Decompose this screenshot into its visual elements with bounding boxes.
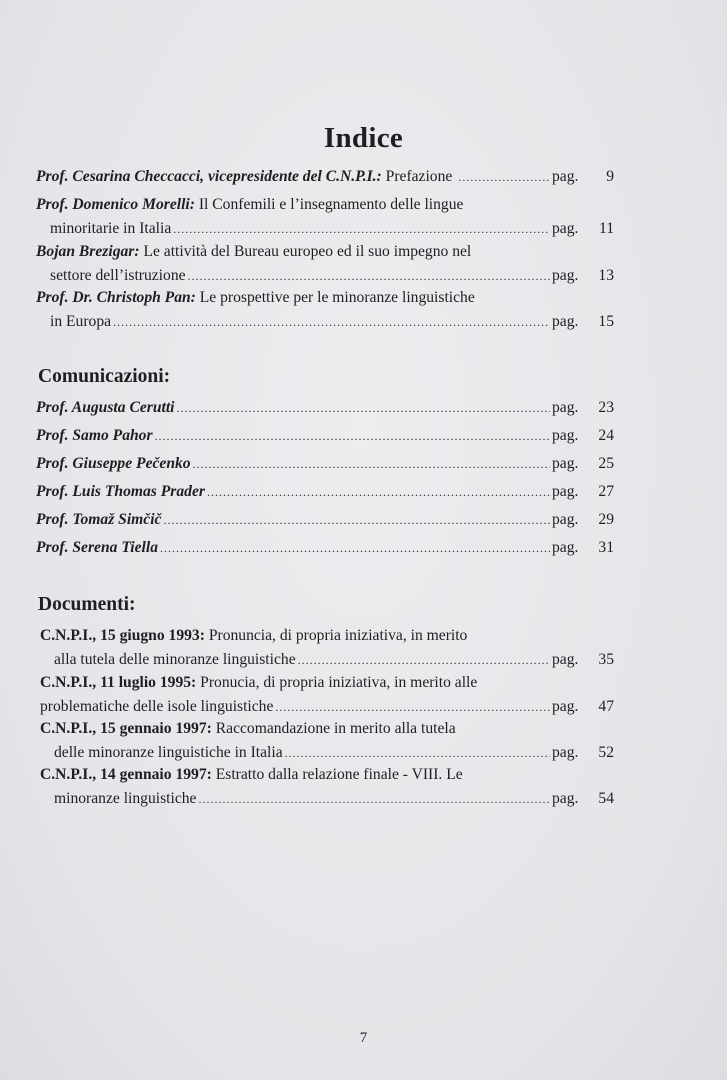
toc-title: Estratto dalla relazione finale - VIII. Le (215, 766, 463, 783)
toc-title-continued: delle minoranze linguistiche in Italia (54, 744, 283, 761)
toc-author: Prof. Giuseppe Pečenko (36, 455, 191, 472)
pag-label: pag. (552, 399, 579, 416)
dot-leader (155, 424, 550, 448)
pag-label: pag. (552, 313, 579, 330)
dot-leader (285, 741, 550, 765)
toc-author: Prof. Luis Thomas Prader (36, 483, 205, 500)
toc-author: Prof. Cesarina Checcacci, vicepresidente del C.N.P.I.: (36, 168, 382, 185)
toc-page-number: 29 (598, 511, 614, 528)
toc-entry-pecenko (36, 452, 614, 476)
dot-leader (193, 452, 550, 476)
toc-author: Prof. Dr. Christoph Pan: (36, 289, 196, 306)
toc-title-continued: minoritarie in Italia (50, 220, 172, 237)
toc-title: Il Confemili e l’insegnamento delle lingue (198, 196, 464, 213)
page-title: Indice (323, 122, 404, 154)
toc-author: Prof. Serena Tiella (36, 539, 158, 556)
toc-page-number: 54 (598, 790, 614, 807)
toc-author: C.N.P.I., 15 giugno 1993: (40, 627, 205, 644)
toc-page-number: 31 (598, 539, 614, 556)
toc-page-number: 27 (598, 483, 614, 500)
toc-title: Raccomandazione in merito alla tutela (215, 720, 456, 737)
toc-page-number: 11 (598, 220, 614, 237)
toc-page-number: 35 (598, 651, 614, 668)
toc-entry-brezigar (36, 240, 614, 288)
toc-page-number: 15 (598, 313, 614, 330)
toc-entry-doc-1997-gen14 (40, 763, 614, 811)
dot-leader (458, 165, 550, 189)
pag-label: pag. (552, 483, 579, 500)
pag-label: pag. (552, 267, 579, 284)
dot-leader (188, 264, 550, 288)
dot-leader (298, 648, 550, 672)
toc-title-continued: settore dell’istruzione (50, 267, 186, 284)
toc-entry-morelli (36, 193, 614, 241)
dot-leader (198, 787, 550, 811)
dot-leader (207, 480, 550, 504)
toc-author: Prof. Augusta Cerutti (36, 399, 175, 416)
toc-page-number: 9 (606, 168, 614, 185)
toc-entry-prader (36, 480, 614, 504)
toc-entry-tiella (36, 536, 614, 560)
toc-title: Le prospettive per le minoranze linguistiche (199, 289, 475, 306)
toc-author: Prof. Domenico Morelli: (36, 196, 195, 213)
toc-entry-cerutti (36, 396, 614, 420)
pag-label: pag. (552, 168, 579, 185)
section-heading-documenti: Documenti: (38, 594, 136, 615)
toc-author: C.N.P.I., 11 luglio 1995: (40, 674, 197, 691)
toc-page-number: 24 (598, 427, 614, 444)
toc-title-continued: alla tutela delle minoranze linguistiche (54, 651, 296, 668)
toc-author: Prof. Tomaž Simčič (36, 511, 162, 528)
toc-author: Bojan Brezigar: (36, 243, 140, 260)
toc-entry-simcic (36, 508, 614, 532)
pag-label: pag. (552, 427, 579, 444)
page-number: 7 (359, 1030, 368, 1046)
toc-title: Le attività del Bureau europeo ed il suo impegno nel (143, 243, 472, 260)
toc-title: Prefazione (385, 168, 453, 185)
toc-title-continued: minoranze linguistiche (54, 790, 197, 807)
dot-leader (160, 536, 550, 560)
pag-label: pag. (552, 539, 579, 556)
pag-label: pag. (552, 220, 579, 237)
toc-title: Pronucia, di propria iniziativa, in merito alle (200, 674, 478, 691)
dot-leader (177, 396, 550, 420)
toc-entry-pan (36, 286, 614, 334)
dot-leader (163, 508, 550, 532)
toc-page-number: 52 (598, 744, 614, 761)
dot-leader (113, 310, 550, 334)
toc-entry-doc-1997-gen15 (40, 717, 614, 765)
toc-page-number: 13 (598, 267, 614, 284)
pag-label: pag. (552, 651, 579, 668)
dot-leader (173, 217, 550, 241)
section-heading-comunicazioni: Comunicazioni: (38, 366, 171, 387)
toc-author: C.N.P.I., 15 gennaio 1997: (40, 720, 212, 737)
pag-label: pag. (552, 744, 579, 761)
toc-title-continued: problematiche delle isole linguistiche (40, 698, 274, 715)
toc-title-continued: in Europa (50, 313, 112, 330)
pag-label: pag. (552, 455, 579, 472)
toc-entry-doc-1995 (40, 671, 614, 719)
toc-entry-doc-1993 (40, 624, 614, 672)
pag-label: pag. (552, 511, 579, 528)
toc-author: C.N.P.I., 14 gennaio 1997: (40, 766, 212, 783)
toc-author: Prof. Samo Pahor (36, 427, 153, 444)
toc-page-number: 47 (598, 698, 614, 715)
toc-entry-pahor (36, 424, 614, 448)
dot-leader (275, 695, 550, 719)
toc-page-number: 25 (598, 455, 614, 472)
toc-title: Pronuncia, di propria iniziativa, in merito (208, 627, 468, 644)
toc-page-number: 23 (598, 399, 614, 416)
pag-label: pag. (552, 698, 579, 715)
pag-label: pag. (552, 790, 579, 807)
toc-entry-prefazione (36, 165, 614, 189)
